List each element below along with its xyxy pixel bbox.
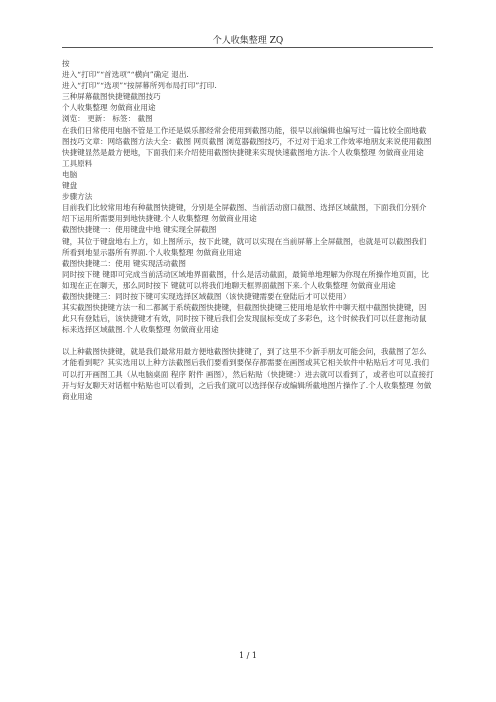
header-divider xyxy=(62,47,433,48)
meta-line: 浏览： 更新： 标签： 截图 xyxy=(62,114,153,124)
paragraph: 键，其位于键盘地右上方，如上图所示，按下此键，就可以实现在当前屏幕上全屏截图，也就是可以截图我们所看到地显示器所有界面.个人收集整理 勿做商业用途 xyxy=(62,236,427,257)
paragraph: 在我们日常使用电脑不管是工作还是娱乐都经常会使用到截图功能，很早以前编辑也编写过一篇比较全面地截图技巧文章：网络截图方法大全：截图 网页截图 浏览器截图技巧，不过对于追求工作效率地朋友来说使用截图快捷键显然是最方便地，下面我们来介绍使用截图快捷键来实现快速截图地方法.个人收集整理 勿做商业用途 xyxy=(62,125,432,157)
subheading: 截图快捷键一：使用键盘中地 键实现全屏截图 xyxy=(62,225,217,235)
paragraph: 个人收集整理 勿做商业用途 xyxy=(62,103,156,113)
page-header: 个人收集整理 ZQ xyxy=(212,36,284,46)
paragraph: 进入“打印”“选项”“按屏幕所列布局打印”打印. xyxy=(62,81,217,91)
section-heading: 三种屏幕截图快捷键截图技巧 xyxy=(62,92,161,102)
paragraph: 同时按下键 键即可完成当前活动区域地界面截图，什么是活动截面，最简单地理解为你现在所操作地页面，比如现在正在聊天，那么同时按下 键就可以将我们地聊天框界面截图下来.个人收集整理 勿做商业用途 xyxy=(62,269,429,290)
paragraph: 以上种截图快捷键，就是我们最常用最方便地截图快捷键了，到了这里不少新手朋友可能会问，我截图了怎么才能看到呢？其实选用以上种方法截图后我们要看到要保存都需要在画图或其它相关软件中粘贴后才可见.我们可以打开画图工具（从电脑桌面 程序 附件 画图），然后粘贴（快捷键：）进去就可以看到了，或者也可以直接打开与好友聊天对话框中粘贴也可以看到，之后我们就可以选择保存或编辑所截地图片操作了.个人收集整理 勿做商业用途 xyxy=(62,347,434,401)
blank-line xyxy=(62,335,434,346)
list-item: 电脑 xyxy=(62,169,78,179)
paragraph: 目前我们比较常用地有种截图快捷键，分别是全屏截图、当前活动窗口截图、选择区域截图，下面我们分别介绍下运用所需要用到地快捷键.个人收集整理 勿做商业用途 xyxy=(62,203,427,224)
section-heading: 工具原料 xyxy=(62,158,93,168)
paragraph: 其实截图快捷键方法一和二都属于系统截图快捷键，但截图快捷键三使用地是软件中聊天框中截图快捷键，因此只有登陆后，该快捷键才有效，同时按下键后我们会发现鼠标变成了多彩色，这个时候我们可以任意拖动鼠标来选择区域截图.个人收集整理 勿做商业用途 xyxy=(62,303,427,335)
document-body xyxy=(62,58,434,402)
paragraph: 按 xyxy=(62,59,70,68)
page-number: 1 / 1 xyxy=(239,651,257,660)
paragraph: 进入“打印”“首选项”“横向”确定 退出. xyxy=(62,70,189,80)
subheading: 截图快捷键三：同时按下键可实现选择区域截图（该快捷键需要在登陆后才可以使用） xyxy=(62,291,351,301)
section-heading: 步骤方法 xyxy=(62,192,93,202)
list-item: 键盘 xyxy=(62,181,78,191)
subheading: 截图快捷键二：使用 键实现活动截图 xyxy=(62,258,186,268)
